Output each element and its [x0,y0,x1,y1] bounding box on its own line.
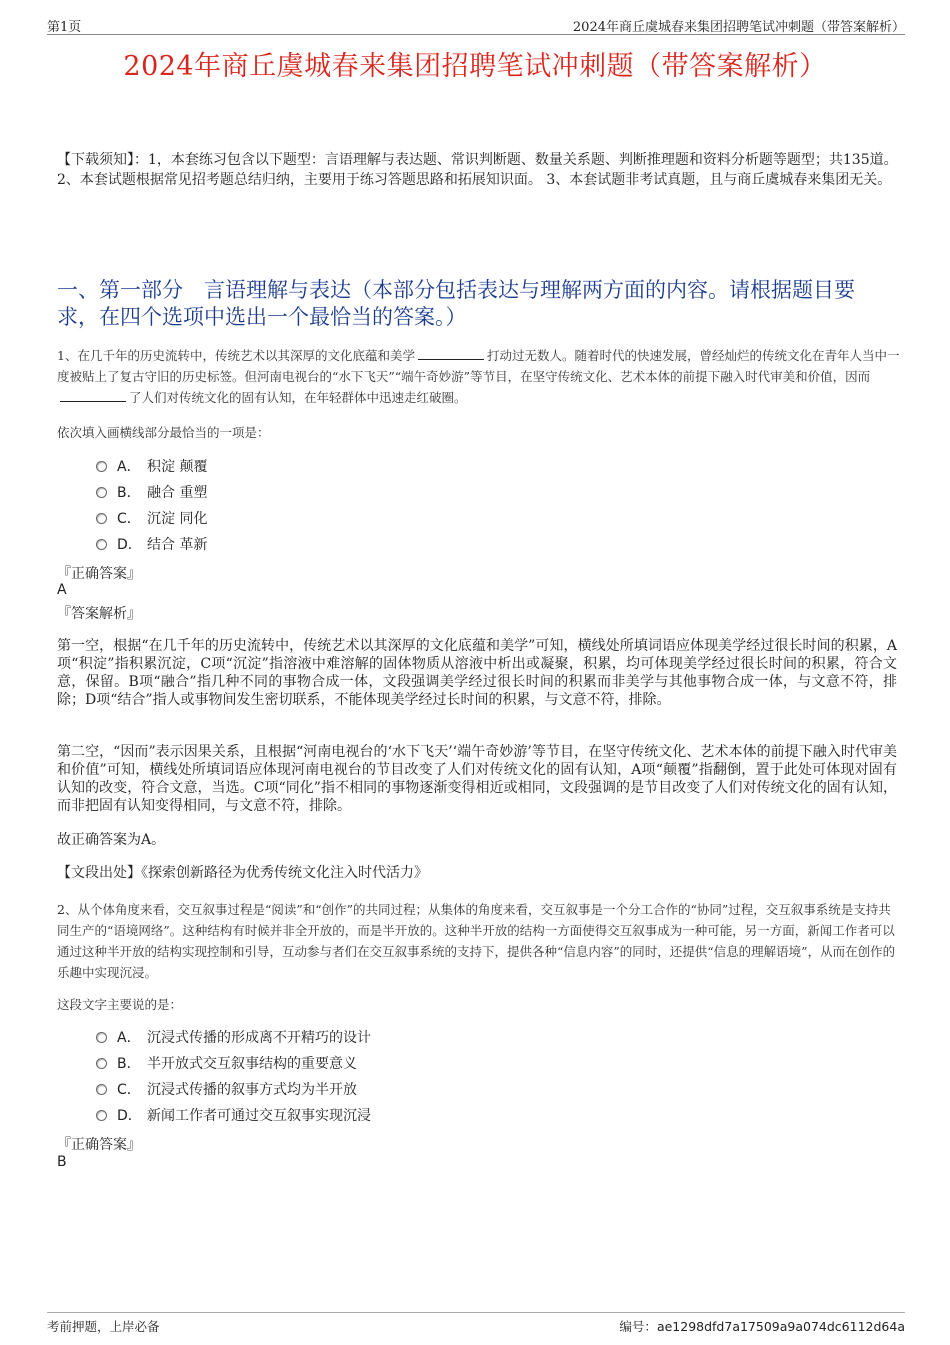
option-letter: D． [117,537,142,553]
option-letter: B． [117,1056,141,1072]
option-text: 积淀 颠覆 [147,459,208,475]
answer-label: 『正确答案』 [57,1137,141,1153]
option-letter: B． [117,485,141,501]
option-text: 沉浸式传播的形成离不开精巧的设计 [147,1030,371,1046]
option-letter: D． [117,1108,142,1124]
document-title: 2024年商丘虞城春来集团招聘笔试冲刺题（带答案解析） [123,51,827,82]
option-text: 半开放式交互叙事结构的重要意义 [147,1056,357,1072]
option-c[interactable] [96,505,207,531]
option-letter: A． [117,1030,141,1046]
question-2-options [96,1024,371,1128]
radio-icon[interactable] [96,539,107,550]
header-doc-name: 2024年商丘虞城春来集团招聘笔试冲刺题（带答案解析） [572,20,905,35]
answer-label: 『正确答案』 [57,566,141,582]
footer-code [619,1317,905,1335]
radio-icon[interactable] [96,1058,107,1069]
option-text: 沉淀 同化 [147,511,208,527]
page-header [47,14,905,35]
radio-icon[interactable] [96,513,107,524]
download-notice: 【下载须知】：1，本套练习包含以下题型：言语理解与表达题、常识判断题、数量关系题、判断推理题和资料分析题等题型；共135道。 2、本套试题根据常见招考题总结归纳，主要用于练习答题思路和拓展知识面。 3、本套试题非考试真题，且与商丘虞城春来集团无关。 [57,152,898,188]
question-2-prompt: 这段文字主要说的是： [57,997,183,1012]
page-number: 第1页 [47,20,82,35]
fill-blank [60,387,126,402]
analysis-conclusion: 故正确答案为A。 [57,832,166,848]
question-1-text-part: 打动过无数人。随着时代的快速发展，曾经灿烂的传统文化在青年人当中一度被贴上了复古守旧的历史标签。但河南电视台的“水下飞天”“端午奇妙游”等节目，在坚守传统文化、艺术本体的前提下融入时代审美和价值，因而 [57,348,900,384]
radio-icon[interactable] [96,1110,107,1121]
option-a[interactable] [96,453,207,479]
footer-code-label: 编号： [619,1319,657,1334]
option-text: 融合 重塑 [147,485,208,501]
fill-blank [418,345,484,360]
option-b[interactable] [96,1050,371,1076]
option-text: 结合 革新 [147,537,208,553]
text-source: 【文段出处】《探索创新路径为优秀传统文化注入时代活力》 [57,865,428,881]
radio-icon[interactable] [96,1032,107,1043]
question-1-text [57,345,900,408]
option-d[interactable] [96,1102,371,1128]
option-b[interactable] [96,479,207,505]
option-text: 沉浸式传播的叙事方式均为半开放 [147,1082,357,1098]
footer-code-value: ae1298dfd7a17509a9a074dc6112d64a [656,1319,905,1334]
option-d[interactable] [96,531,207,557]
radio-icon[interactable] [96,1084,107,1095]
analysis-paragraph-1: 第一空，根据“在几千年的历史流转中，传统艺术以其深厚的文化底蕴和美学”可知，横线处所填词语应体现美学经过很长时间的积累，A项“积淀”指积累沉淀，C项“沉淀”指溶液中难溶解的固体物质从溶液中析出或凝聚，积累，均可体现美学经过很长时间的积累，符合文意，保留。B项“融合”指几种不同的事物合成一体，文段强调美学经过很长时间的积累而非美学与其他事物合成一体，与文意不符，排除；D项“结合”指人或事物间发生密切联系，不能体现美学经过长时间的积累，与文意不符，排除。 [57,638,897,708]
option-letter: C． [117,511,141,527]
analysis-paragraph-2: 第二空，“因而”表示因果关系，且根据“河南电视台的‘水下飞天’‘端午奇妙游’等节目，在坚守传统文化、艺术本体的前提下融入时代审美和价值”可知，横线处所填词语应体现河南电视台的节目改变了人们对传统文化的固有认知，A项“颠覆”指翻倒，置于此处可体现对固有认知的改变，符合文意，当选。C项“同化”指不相同的事物逐渐变得相近或相同，文段强调的是节目改变了人们对传统文化的固有认知，而非把固有认知变得相同，与文意不符，排除。 [57,744,897,814]
question-1-text-part: 了人们对传统文化的固有认知，在年轻群体中迅速走红破圈。 [129,390,467,405]
analysis-label: 『答案解析』 [57,606,141,622]
option-letter: C． [117,1082,141,1098]
radio-icon[interactable] [96,461,107,472]
footer-slogan: 考前押题，上岸必备 [47,1319,160,1334]
question-1-prompt: 依次填入画横线部分最恰当的一项是： [57,425,270,440]
question-1-text-part: 1、在几千年的历史流转中，传统艺术以其深厚的文化底蕴和美学 [57,348,415,363]
option-letter: A． [117,459,141,475]
option-text: 新闻工作者可通过交互叙事实现沉浸 [147,1108,371,1124]
option-a[interactable] [96,1024,371,1050]
option-c[interactable] [96,1076,371,1102]
question-1-options [96,453,207,557]
radio-icon[interactable] [96,487,107,498]
section-title: 一、第一部分 言语理解与表达（本部分包括表达与理解两方面的内容。请根据题目要求，在四个选项中选出一个最恰当的答案。） [57,278,855,329]
question-2-text: 2、从个体角度来看，交互叙事过程是“阅读”和“创作”的共同过程；从集体的角度来看，交互叙事是一个分工合作的“协同”过程，交互叙事系统是支持共同生产的“语境网络”。这种结构有时候并非全开放的，而是半开放的。这种半开放的结构一方面使得交互叙事成为一种可能，另一方面，新闻工作者可以通过这种半开放的结构实现控制和引导，互动参与者们在交互叙事系统的支持下，提供各种“信息内容”的同时，还提供“信息的理解语境”，从而在创作的乐趣中实现沉浸。 [57,902,896,980]
answer-value: B [57,1154,67,1170]
answer-value: A [57,582,67,598]
page-footer [47,1312,905,1334]
